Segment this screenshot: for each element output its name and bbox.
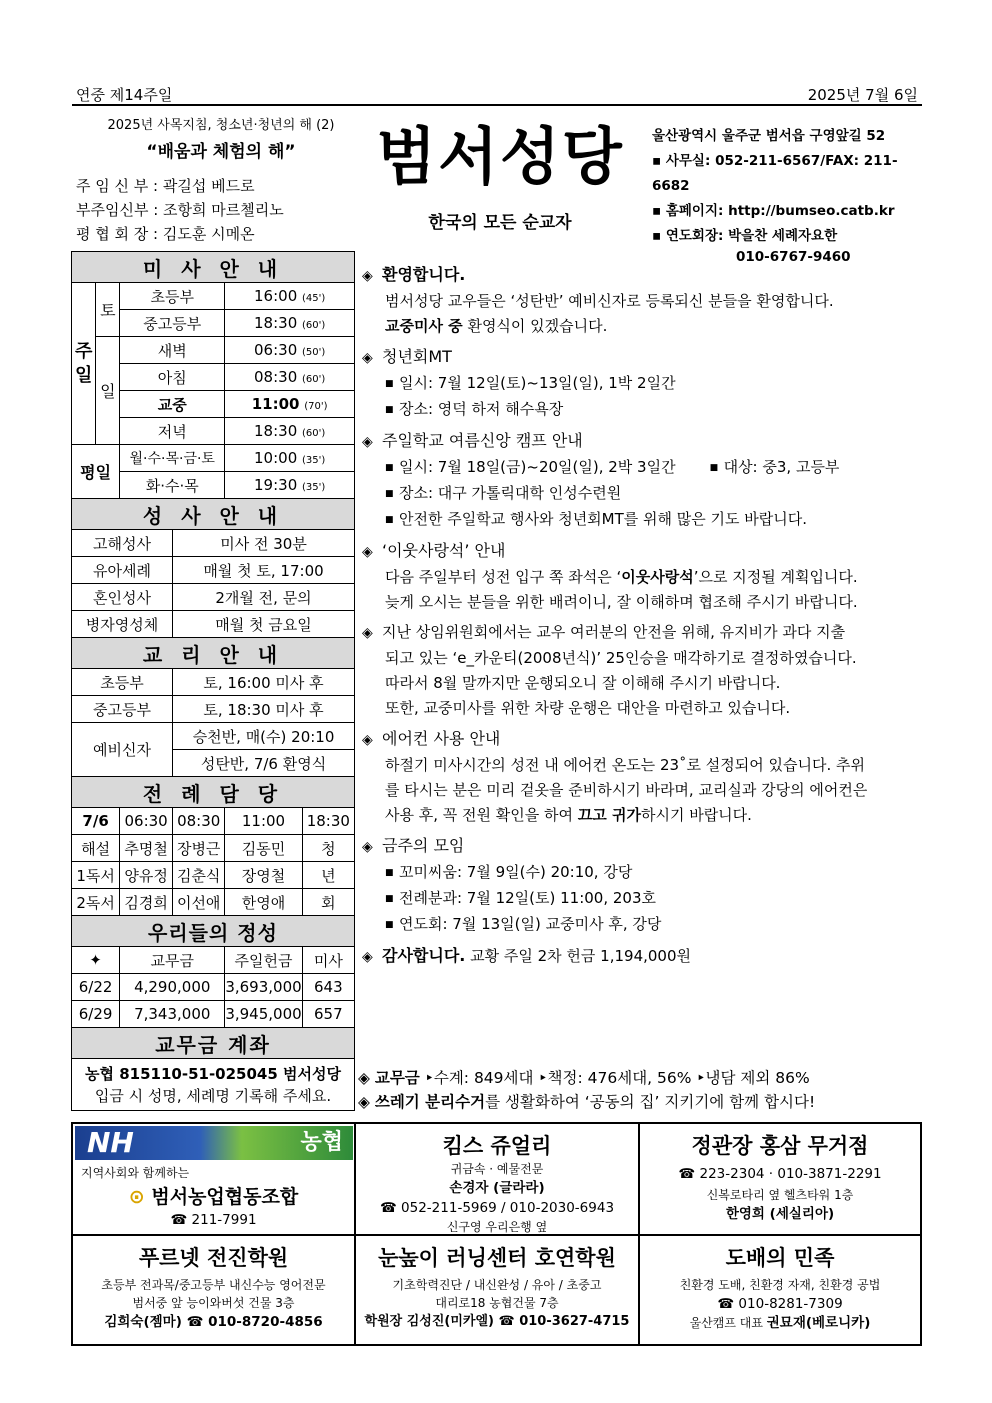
account-info: [72, 1059, 355, 1111]
liturgy-role: 2독서: [72, 889, 120, 916]
diamond-icon: ◈: [362, 949, 373, 965]
liturgy-role: 1독서: [72, 862, 120, 889]
ad-ginseng: 정관장 홍삼 무거점 ☎ 223-2304 · 010-3871-2291 신복로타리 옆 헬츠타워 1층 한영희 (세실리아): [639, 1123, 921, 1235]
liturgy-role: 해설: [72, 835, 120, 862]
catechumen-label: 예비신자: [72, 723, 173, 777]
news-thanks: ◈ 감사합니다. 교황 주일 2차 헌금 1,194,000원: [362, 943, 924, 970]
address: 울산광역시 울주군 범서읍 구영앞길 52: [652, 128, 886, 144]
mass-time: 06:30 (50'): [225, 337, 355, 364]
nh-logo: NH 농협: [75, 1126, 353, 1160]
news-summer-camp: ◈ 주일학교 여름신앙 캠프 안내 ■ 일시: 7월 18일(금)~20일(일), 2박 3일간 ■ 대상: 중3, 고등부 ■ 장소: 대구 가톨릭대학 인성수련원 ■ 안전한 주일학교 행사와 청년회MT를 위해 많은 기도 바랍니다.: [362, 431, 840, 528]
mass-time: 11:00 (70'): [225, 391, 355, 418]
header-left: [76, 114, 366, 246]
liturgy-person: 회: [302, 889, 354, 916]
society-head: ▪ 연도회장: 박을찬 세례자요한: [652, 228, 838, 244]
news-youth-mt: ◈ 청년회MT ■ 일시: 7월 12일(토)~13일(일), 1박 2일간 ■ 장소: 영덕 하저 해수욕장: [362, 347, 676, 418]
liturgy-person: 김경희: [120, 889, 173, 916]
sacrament-key: 병자영성체: [72, 611, 173, 638]
catechism-key: 중고등부: [72, 696, 173, 723]
liturgy-date: 7/6: [72, 808, 120, 835]
ads-grid: [71, 1122, 922, 1346]
liturgy-person: 추명철: [120, 835, 173, 862]
diamond-icon: ◈: [358, 1069, 370, 1087]
sacrament-key: 혼인성사: [72, 584, 173, 611]
offering-sunday: 3,945,000: [225, 1001, 302, 1028]
offering-date: 6/22: [72, 974, 120, 1001]
mass-title: 미 사 안 내: [72, 252, 355, 283]
diamond-icon: ◈: [362, 625, 373, 641]
news-neighbor-seat: ◈ ‘이웃사랑석’ 안내 다음 주일부터 성전 입구 쪽 좌석은 ‘이웃사랑석’으로 지정될 계획입니다. 늦게 오시는 분들을 위한 배려이니, 잘 이해하며 협조해 주시기 바랍니다.: [362, 541, 858, 611]
sacrament-title: 성 사 안 내: [72, 499, 355, 530]
mass-name: 저녁: [120, 418, 225, 445]
offering-dues: 4,290,000: [120, 974, 225, 1001]
mass-name: 화·수·목: [120, 472, 225, 499]
mass-name: 월·수·목·금·토: [120, 445, 225, 472]
diamond-icon: ◈: [362, 350, 373, 366]
diamond-icon: ◈: [362, 544, 373, 560]
account-note: 입금 시 성명, 세례명 기록해 주세요.: [94, 1086, 332, 1105]
liturgy-person: 년: [302, 862, 354, 889]
ad-eye-level: 눈높이 러닝센터 호연학원 기초학력진단 / 내신완성 / 유아 / 초중고 대리로18 농협건물 7층 학원장 김성진(미카엘) ☎ 010-3627-4715: [355, 1235, 639, 1345]
news-aircon: ◈ 에어컨 사용 안내 하절기 미사시간의 성전 내 에어컨 온도는 23˚로 설정되어 있습니다. 추위 를 타시는 분은 미리 겉옷을 준비하시기 바라며, 교리실과 강당의 에어컨은 사용 후, 꼭 전원 확인을 하여 끄고 귀가하시기 바랍니다.: [362, 729, 868, 824]
sacrament-value: 2개월 전, 문의: [173, 584, 355, 611]
motto-line2: “배움과 체험의 해”: [146, 142, 296, 162]
diamond-icon: ◈: [358, 1093, 370, 1111]
mass-name: 중고등부: [120, 310, 225, 337]
mass-time: 19:30 (35'): [225, 472, 355, 499]
catechism-key: 초등부: [72, 669, 173, 696]
sacrament-value: 매월 첫 토, 17:00: [173, 557, 355, 584]
mass-name: 초등부: [120, 283, 225, 310]
offering-sunday: 3,693,000: [225, 974, 302, 1001]
mass-name: 아침: [120, 364, 225, 391]
mass-name: 교중: [120, 391, 225, 418]
catechism-value: 토, 18:30 미사 후: [173, 696, 355, 723]
offering-mass: 657: [302, 1001, 354, 1028]
diamond-icon: ◈: [362, 839, 373, 855]
office-phone: ▪ 사무실: 052-211-6567/FAX: 211-6682: [652, 153, 898, 194]
homepage: ▪ 홈페이지: http://bumseo.catb.kr: [652, 203, 895, 219]
liturgy-person: 김춘식: [173, 862, 225, 889]
catechumen-class: 승천반, 매(수) 20:10: [173, 723, 355, 750]
liturgy-time: 18:30: [302, 808, 354, 835]
liturgy-person: 김동민: [225, 835, 302, 862]
liturgy-person: 청: [302, 835, 354, 862]
sacrament-key: 고해성사: [72, 530, 173, 557]
mass-time: 18:30 (60'): [225, 418, 355, 445]
offering-header: 주일헌금: [225, 947, 302, 974]
diamond-icon: ◈: [362, 732, 373, 748]
mass-time: 08:30 (60'): [225, 364, 355, 391]
society-phone: 010-6767-9460: [736, 249, 851, 265]
liturgy-time: 08:30: [173, 808, 225, 835]
liturgy-person: 이선애: [173, 889, 225, 916]
ad-dobae: 도배의 민족 친환경 도배, 친환경 자재, 친환경 공법 ☎ 010-8281-7309 울산캠프 대표 권묘재(베로니카): [639, 1235, 921, 1345]
dues-note: ◈ 교무금 ‣수계: 849세대 ‣책정: 476세대, 56% ‣냉담 제외 86%: [358, 1069, 810, 1087]
sacrament-key: 유아세례: [72, 557, 173, 584]
offering-header: 교무금: [120, 947, 225, 974]
motto-line1: 2025년 사목지침, 청소년·청년의 해 (2): [107, 118, 335, 133]
dobae-owner: 울산캠프 대표 권묘재(베로니카): [689, 1315, 871, 1331]
ad-kims-jewelry: 킴스 쥬얼리 귀금속 · 예물전문 손경자 (글라라) ☎ 052-211-5969 / 010-2030-6943 신구영 우리은행 옆: [355, 1123, 639, 1235]
ad-prunet: 푸르넷 전진학원 초등부 전과목/중고등부 내신수능 영어전문 범서중 앞 능이와버섯 건물 3층 김희숙(젬마) ☎ 010-8720-4856: [72, 1235, 355, 1345]
top-bar: [72, 84, 922, 106]
mass-time: 18:30 (60'): [225, 310, 355, 337]
sacrament-value: 매월 첫 금요일: [173, 611, 355, 638]
offering-mass: 643: [302, 974, 354, 1001]
sparkle-icon: ✦: [72, 947, 120, 974]
offering-title: 우리들의 정성: [72, 916, 355, 947]
offering-date: 6/29: [72, 1001, 120, 1028]
trash-note: ◈ 쓰레기 분리수거를 생활화하여 ‘공동의 집’ 지키기에 함께 합시다!: [358, 1093, 816, 1111]
weekday-label: 평일: [72, 445, 120, 499]
offering-header: 미사: [302, 947, 354, 974]
diamond-icon: ◈: [362, 268, 373, 284]
liturgy-time: 06:30: [120, 808, 173, 835]
sunday-day-label: 일: [96, 337, 120, 445]
mass-time: 16:00 (45'): [225, 283, 355, 310]
ad-nh: NH 농협 지역사회와 함께하는 ⊙ 범서농업협동조합 ☎ 211-7991: [72, 1123, 355, 1235]
parish-patron: 한국의 모든 순교자: [428, 213, 572, 233]
info-table: [71, 251, 355, 1111]
staff-list: [76, 174, 366, 246]
news-column: [362, 262, 924, 975]
saturday-label: 토: [96, 283, 120, 337]
sunday-label: 주 일: [72, 283, 96, 445]
account-title: 교무금 계좌: [72, 1028, 355, 1059]
liturgy-person: 장영철: [225, 862, 302, 889]
news-meetings: ◈ 금주의 모임 ■ 꼬미씨움: 7월 9일(수) 20:10, 강당 ■ 전례분과: 7월 12일(토) 11:00, 203호 ■ 연도회: 7월 13일(일) 교중미사 후, 강당: [362, 836, 662, 933]
staff-pastor: 주 임 신 부 : 곽길섭 베드로: [76, 177, 255, 195]
catechism-value: 토, 16:00 미사 후: [173, 669, 355, 696]
liturgy-person: 한영애: [225, 889, 302, 916]
diamond-icon: ◈: [362, 434, 373, 450]
bottom-notes: [358, 1066, 924, 1114]
header-right: [652, 124, 924, 265]
liturgy-person: 양유정: [120, 862, 173, 889]
nh-name: ⊙ 범서농업협동조합: [128, 1186, 299, 1208]
account-number: 농협 815110-51-025045 범서성당: [85, 1064, 341, 1083]
liturgy-time: 11:00: [225, 808, 302, 835]
parish-name: 범서성당: [376, 120, 624, 193]
liturgy-person: 장병근: [173, 835, 225, 862]
catechumen-class: 성탄반, 7/6 환영식: [173, 750, 355, 777]
sacrament-value: 미사 전 30분: [173, 530, 355, 557]
week-label: 연중 제14주일: [76, 86, 173, 104]
catechism-title: 교 리 안 내: [72, 638, 355, 669]
staff-assistant: 부주임신부 : 조항희 마르첼리노: [76, 201, 284, 219]
mass-name: 새벽: [120, 337, 225, 364]
news-vehicle: ◈ 지난 상임위원회에서는 교우 여러분의 안전을 위해, 유지비가 과다 지출 되고 있는 ‘e_카운티(2008년식)’ 25인승을 매각하기로 결정하였습니다. 따라서 8월 말까지만 운행되오니 잘 이해해 주시기 바랍니다. 또한, 교중미사를 위한 차량 운행은 대안을 마련하고 있습니다.: [362, 623, 857, 717]
staff-council: 평 협 회 장 : 김도훈 시메온: [76, 225, 255, 243]
news-welcome: ◈ 환영합니다. 범서성당 교우들은 ‘성탄반’ 예비신자로 등록되신 분들을 환영합니다. 교중미사 중 환영식이 있겠습니다.: [362, 265, 834, 335]
offering-dues: 7,343,000: [120, 1001, 225, 1028]
date-label: 2025년 7월 6일: [807, 86, 918, 104]
mass-time: 10:00 (35'): [225, 445, 355, 472]
liturgy-title: 전 례 담 당: [72, 777, 355, 808]
